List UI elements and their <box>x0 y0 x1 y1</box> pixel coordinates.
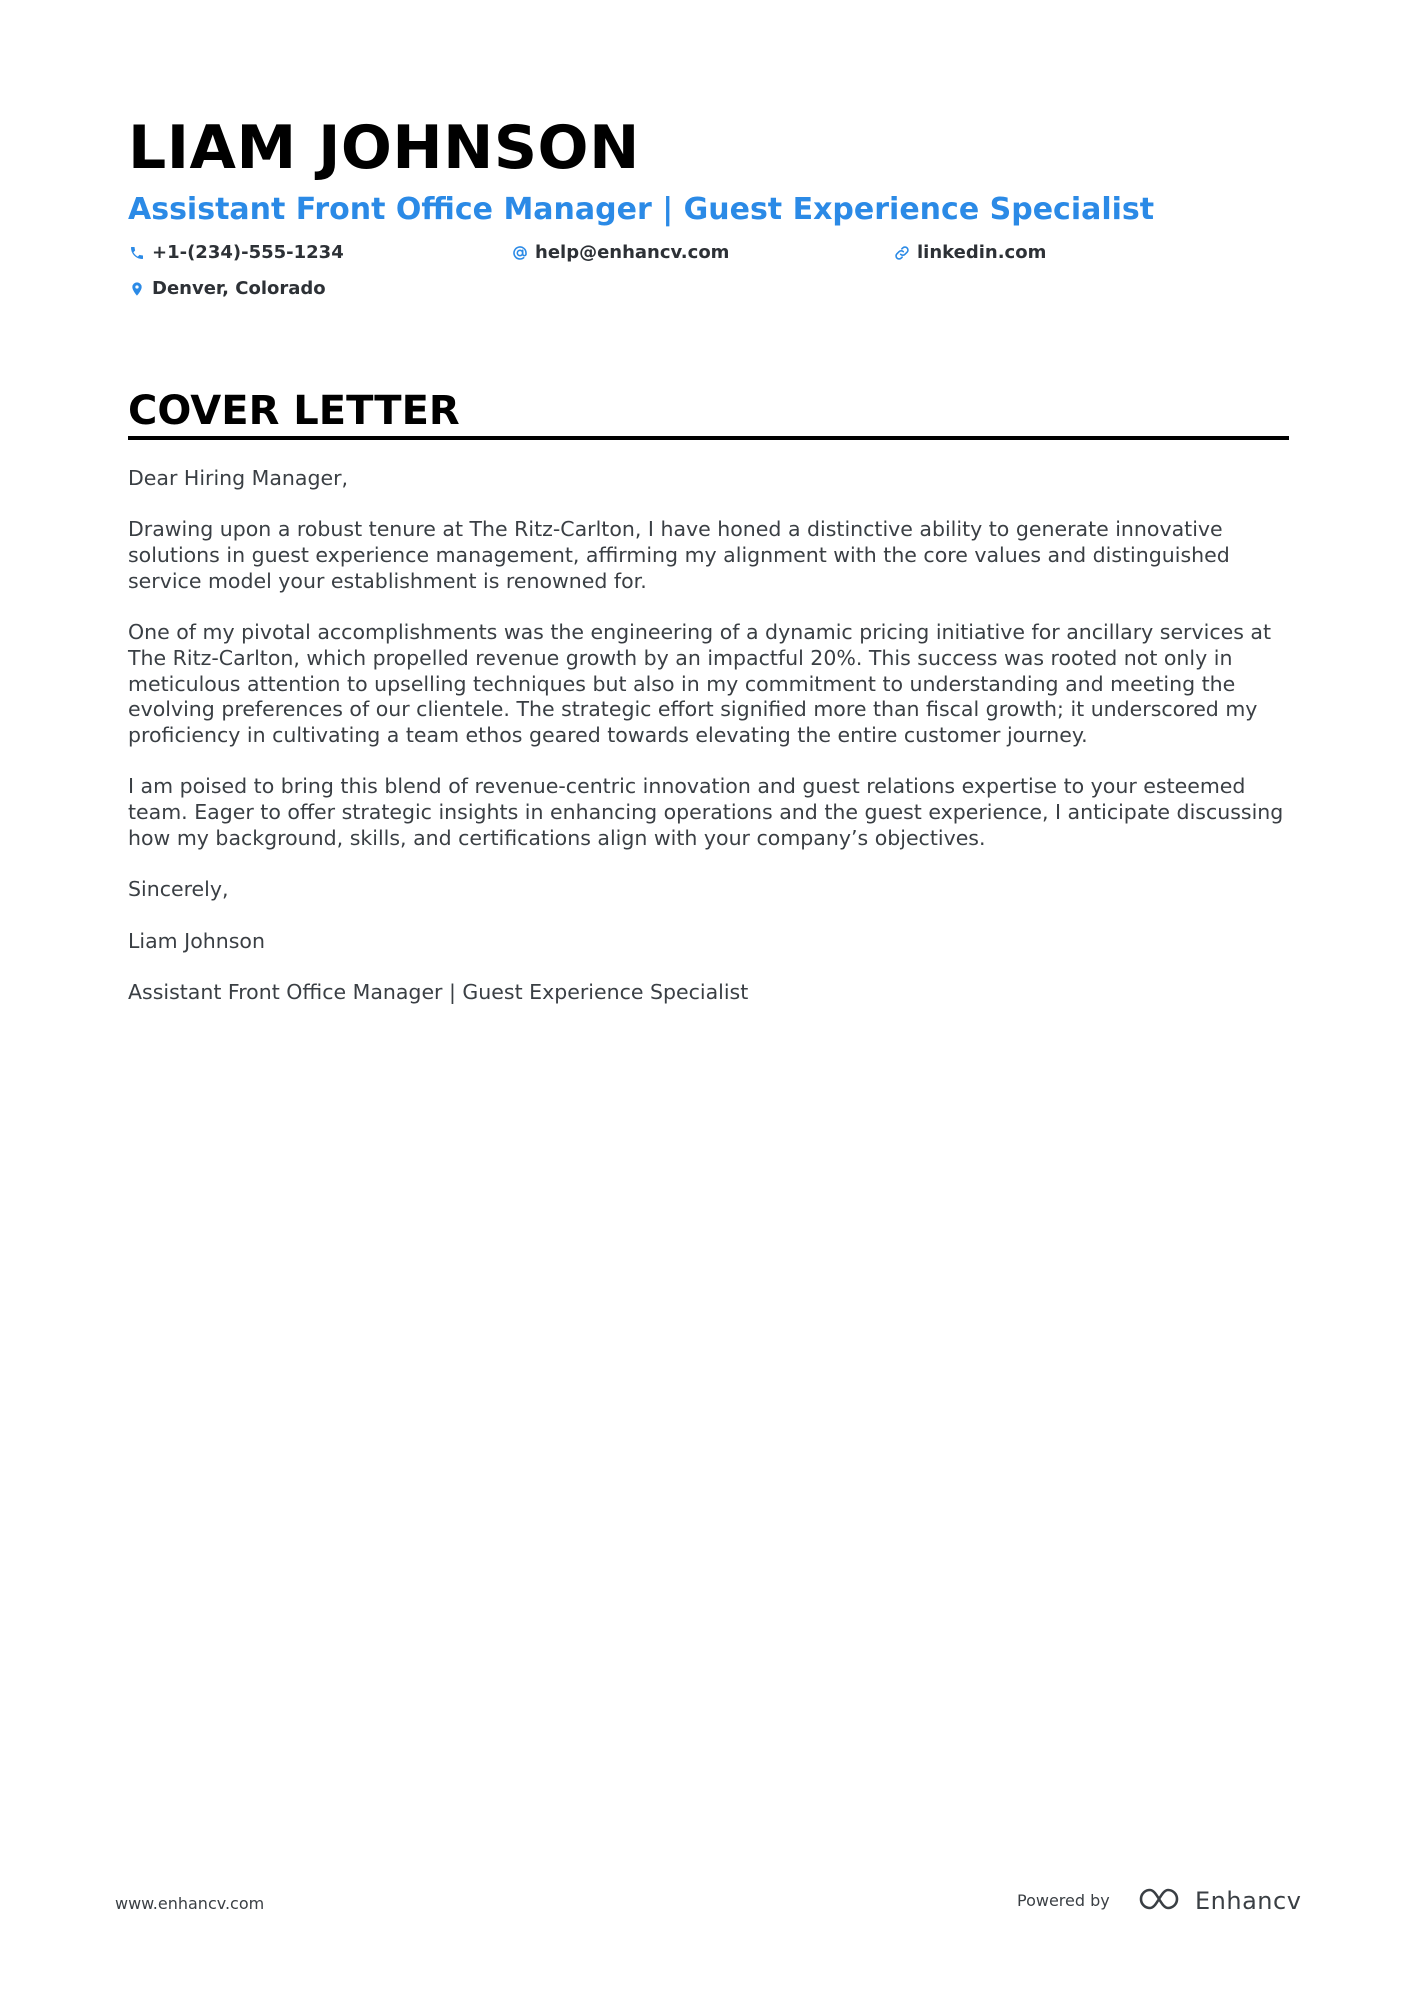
candidate-headline: Assistant Front Office Manager | Guest Experience Specialist <box>128 192 1155 227</box>
section-title: COVER LETTER <box>128 388 460 434</box>
location-pin-icon <box>128 280 146 298</box>
contact-email[interactable] <box>511 241 729 265</box>
link-text: linkedin.com <box>917 242 1047 263</box>
letter-greeting: Dear Hiring Manager, <box>128 466 349 490</box>
footer-brand: Enhancv <box>1195 1887 1302 1915</box>
footer-url[interactable]: www.enhancv.com <box>115 1894 265 1913</box>
letter-body <box>128 466 1292 1031</box>
location-text: Denver, Colorado <box>152 278 326 299</box>
letter-paragraph: Drawing upon a robust tenure at The Ritz-Carlton, I have honed a distinctive ability to generate innovative solutions in guest experience management, affirming my alignment with the core values and distinguished service model your establishment is renowned for. <box>128 517 1230 593</box>
email-text: help@enhancv.com <box>535 242 730 263</box>
phone-icon <box>128 244 146 262</box>
enhancv-logo-icon <box>1137 1885 1195 1918</box>
at-icon <box>511 244 529 262</box>
candidate-name: LIAM JOHNSON <box>128 113 640 183</box>
signature-name: Liam Johnson <box>128 928 265 953</box>
letter-closing: Sincerely, <box>128 877 229 902</box>
section-divider <box>128 436 1289 440</box>
contact-phone <box>128 241 344 265</box>
contact-link[interactable] <box>893 241 1046 265</box>
letter-paragraph: One of my pivotal accomplishments was the engineering of a dynamic pricing initiative for ancillary services at The Ritz-Carlton, which propelled revenue growth by an impactful 20%. This success was rooted not only in meticulous attention to upselling techniques but also in my commitment to understanding and meeting the evolving preferences of our clientele. The strategic effort signified more than fiscal growth; it underscored my proficiency in cultivating a team ethos geared towards elevating the entire customer journey. <box>128 620 1271 747</box>
link-icon <box>893 244 911 262</box>
footer-powered-by: Powered by <box>1017 1891 1110 1910</box>
phone-text: +1-(234)-555-1234 <box>152 242 344 263</box>
letter-paragraph: I am poised to bring this blend of revenue-centric innovation and guest relations expertise to your esteemed team. Eager to offer strategic insights in enhancing operations and the guest experience, I anticipate discussing how my background, skills, and certifications align with your company’s objectives. <box>128 774 1284 850</box>
contact-location <box>128 277 326 301</box>
footer-logo[interactable] <box>1137 1882 1301 1920</box>
signature-title: Assistant Front Office Manager | Guest Experience Specialist <box>128 979 749 1004</box>
